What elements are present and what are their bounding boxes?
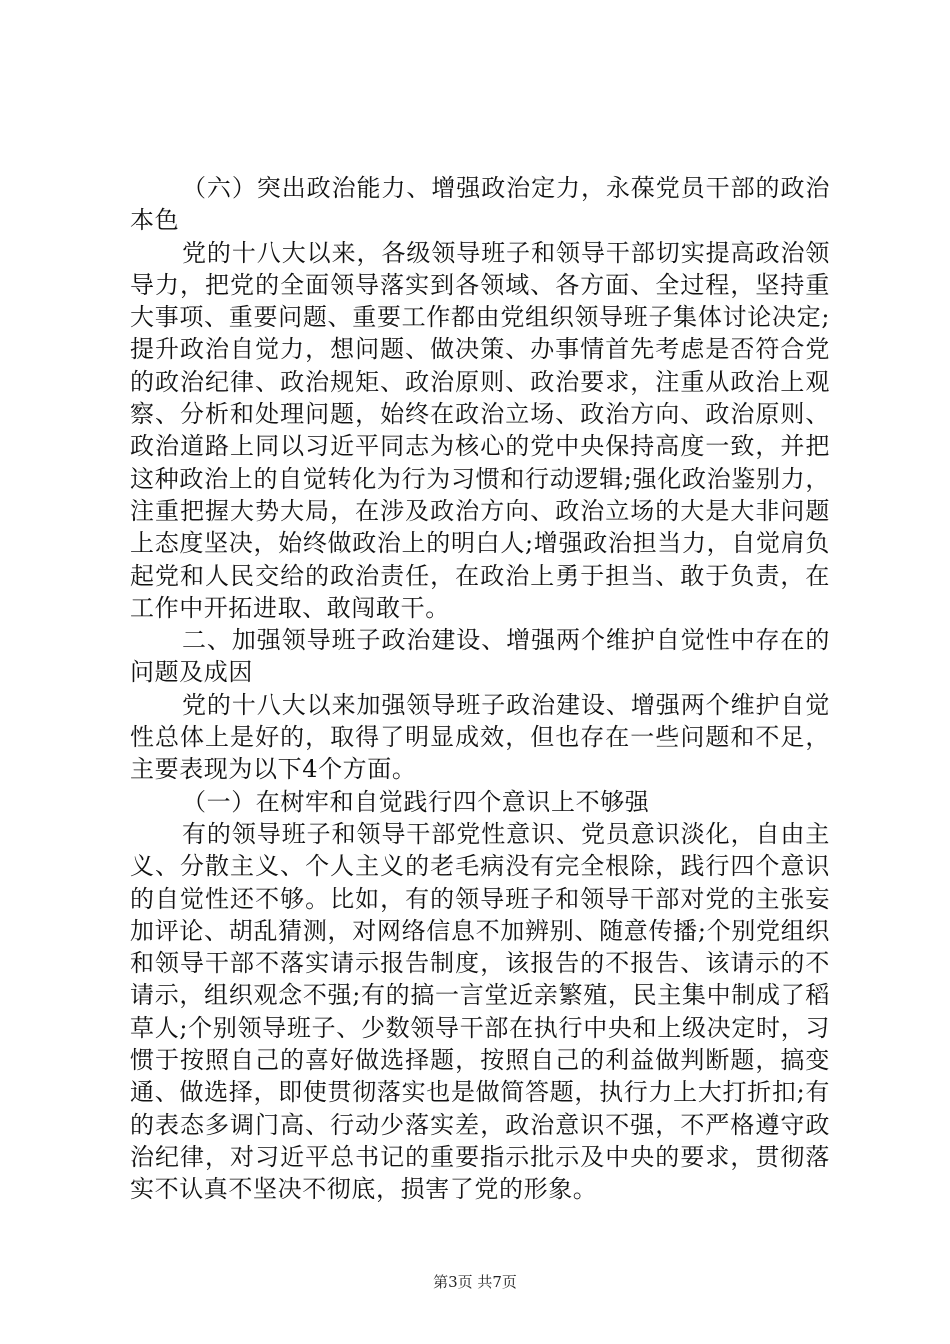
document-body (130, 172, 830, 1206)
section-heading-two: 二、加强领导班子政治建设、增强两个维护自觉性中存在的问题及成因 (130, 626, 830, 687)
body-paragraph: 党的十八大以来加强领导班子政治建设、增强两个维护自觉性总体上是好的，取得了明显成效，但也存在一些问题和不足，主要表现为以下4个方面。 (130, 690, 830, 784)
body-paragraph: 党的十八大以来，各级领导班子和领导干部切实提高政治领导力，把党的全面领导落实到各领域、各方面、全过程，坚持重大事项、重要问题、重要工作都由党组织领导班子集体讨论决定;提升政治自觉力，想问题、做决策、办事情首先考虑是否符合党的政治纪律、政治规矩、政治原则、政治要求，注重从政治上观察、分析和处理问题，始终在政治立场、政治方向、政治原则、政治道路上同以习近平同志为核心的党中央保持高度一致，并把这种政治上的自觉转化为行为习惯和行动逻辑;强化政治鉴别力，注重把握大势大局，在涉及政治方向、政治立场的大是大非问题上态度坚决，始终做政治上的明白人;增强政治担当力，自觉肩负起党和人民交给的政治责任，在政治上勇于担当、敢于负责，在工作中开拓进取、敢闯敢干。 (130, 238, 830, 622)
body-paragraph: 有的领导班子和领导干部党性意识、党员意识淡化，自由主义、分散主义、个人主义的老毛病没有完全根除，践行四个意识的自觉性还不够。比如，有的领导班子和领导干部对党的主张妄加评论、胡乱猜测，对网络信息不加辨别、随意传播;个别党组织和领导干部不落实请示报告制度，该报告的不报告、该请示的不请示，组织观念不强;有的搞一言堂近亲繁殖，民主集中制成了稻草人;个别领导班子、少数领导干部在执行中央和上级决定时，习惯于按照自己的喜好做选择题，按照自己的利益做判断题，搞变通、做选择，即使贯彻落实也是做简答题，执行力上大打折扣;有的表态多调门高、行动少落实差，政治意识不强，不严格遵守政治纪律，对习近平总书记的重要指示批示及中央的要求，贯彻落实不认真不坚决不彻底，损害了党的形象。 (130, 819, 830, 1204)
section-heading-six: （六）突出政治能力、增强政治定力，永葆党员干部的政治本色 (130, 174, 830, 235)
subsection-heading-one: （一）在树牢和自觉践行四个意识上不够强 (182, 787, 650, 816)
page-number-footer: 第3页 共7页 (433, 1273, 517, 1291)
